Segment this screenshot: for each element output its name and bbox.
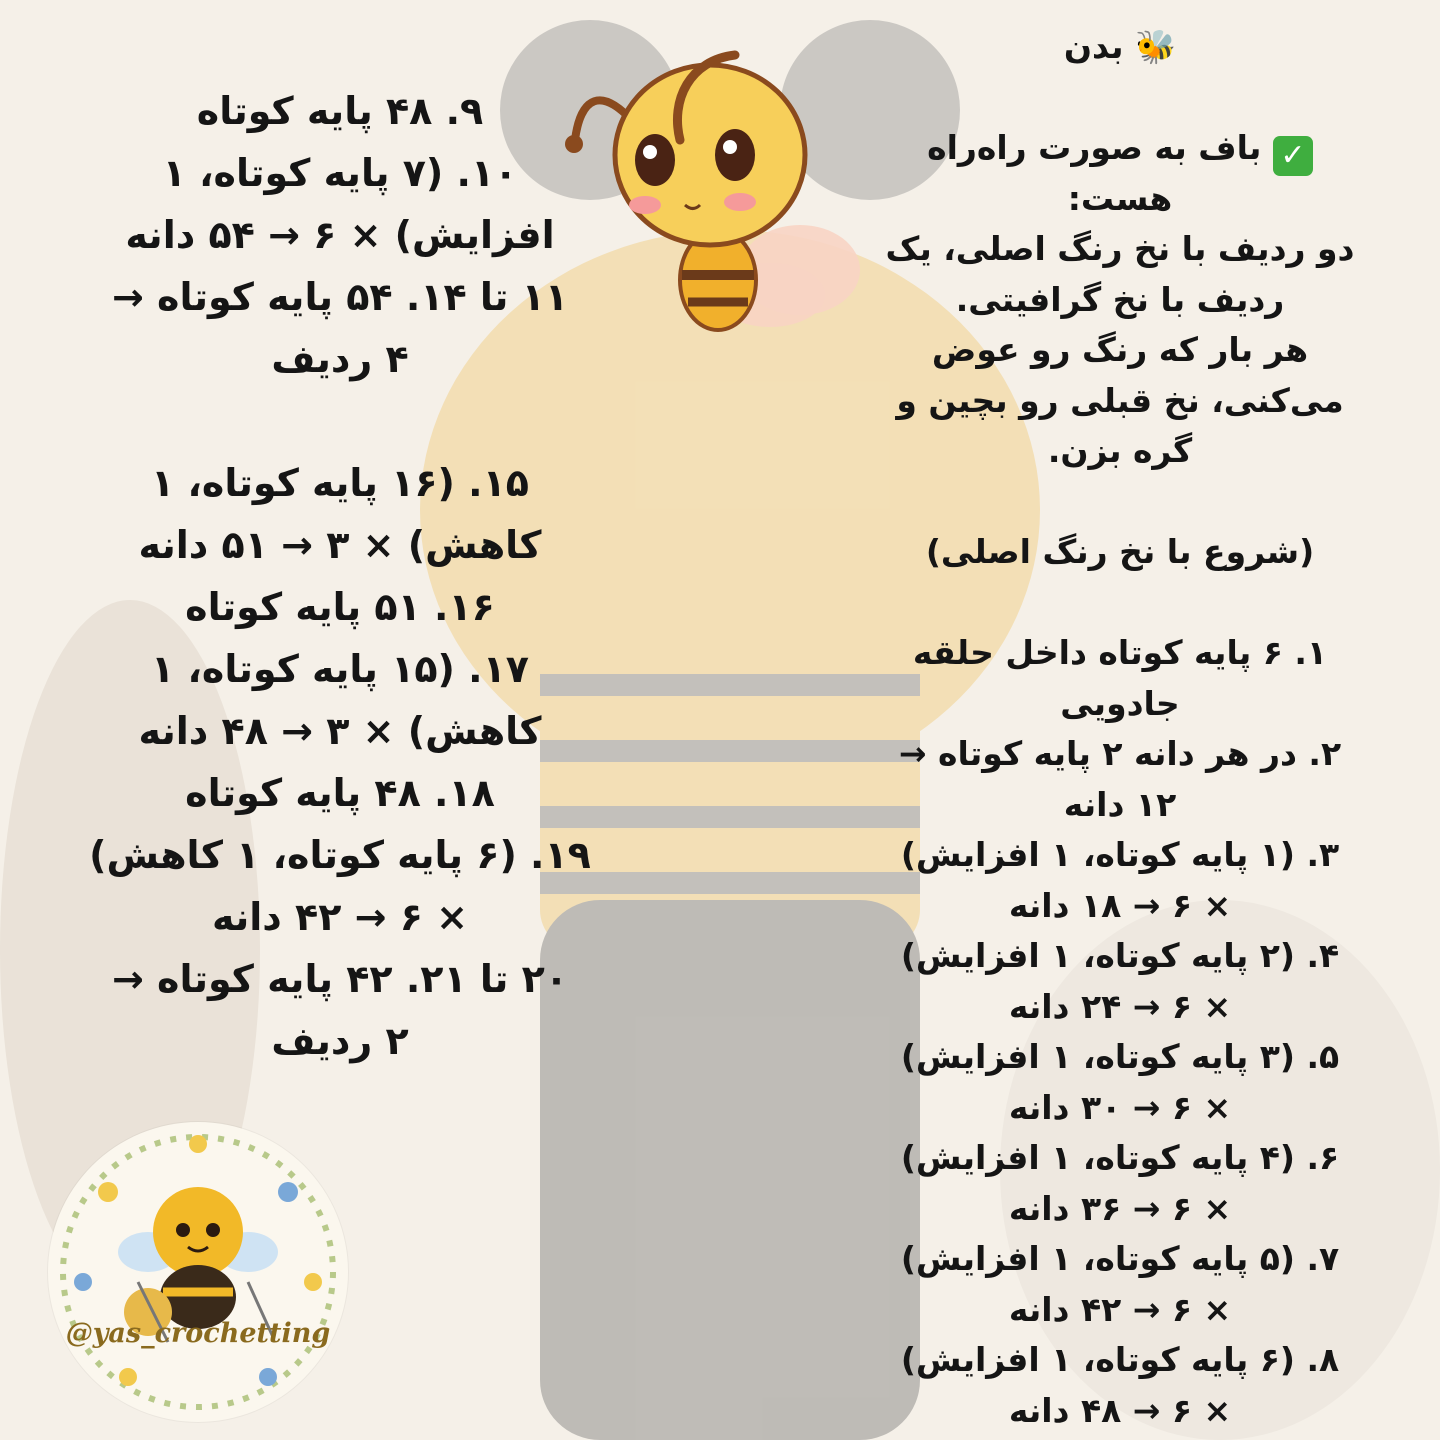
spacer xyxy=(860,73,1380,124)
instruction-line: ۴ ردیف xyxy=(271,337,409,381)
instruction-line: ۱۹. (۶ پایه کوتاه، ۱ کاهش) xyxy=(89,833,591,877)
note-line: هست: xyxy=(1067,178,1173,218)
spacer xyxy=(860,477,1380,528)
instruction-line: ۱۸. ۴۸ پایه کوتاه xyxy=(185,771,495,815)
step-line: × ۶ → ۴۲ دانه xyxy=(1008,1289,1232,1329)
note-line: ردیف با نخ گرافیتی. xyxy=(955,279,1285,319)
step-line: × ۶ → ۲۴ دانه xyxy=(1008,986,1232,1026)
instruction-line: کاهش) × ۳ → ۴۸ دانه xyxy=(138,709,542,753)
bee-emoji-icon: 🐝 xyxy=(1135,27,1177,66)
spacer xyxy=(860,578,1380,629)
instruction-line: ۱۵. (۱۶ پایه کوتاه، ۱ xyxy=(151,461,529,505)
note-line: گره بزن. xyxy=(1047,431,1193,470)
note-line xyxy=(860,123,1380,174)
note-line: می‌کنی، نخ قبلی رو بچین و xyxy=(896,380,1344,420)
step-line: × ۶ → ۴۸ دانه xyxy=(1008,1390,1232,1430)
step-line: ۳. (۱ پایه کوتاه، ۱ افزایش) xyxy=(900,835,1340,874)
bee-logo-icon xyxy=(48,1122,348,1422)
instruction-line: ۹. ۴۸ پایه کوتاه xyxy=(196,89,484,133)
step-line: ۴. (۲ پایه کوتاه، ۱ افزایش) xyxy=(900,936,1340,975)
step-line: × ۶ → ۳۰ دانه xyxy=(1008,1087,1232,1127)
brand-logo xyxy=(48,1122,348,1422)
instruction-line: افزایش) × ۶ → ۵۴ دانه xyxy=(125,213,555,257)
instruction-line: ۱۰. (۷ پایه کوتاه، ۱ xyxy=(162,151,518,195)
note-text: باف به صورت راه‌راه xyxy=(927,128,1262,167)
instruction-line: × ۶ → ۴۲ دانه xyxy=(211,895,469,939)
note-line: هر بار که رنگ رو عوض xyxy=(931,330,1309,369)
spacer xyxy=(80,390,600,452)
step-line: × ۶ → ۱۸ دانه xyxy=(1008,885,1232,925)
step-line: ۶. (۴ پایه کوتاه، ۱ افزایش) xyxy=(900,1138,1340,1177)
start-note: (شروع با نخ رنگ اصلی) xyxy=(925,532,1315,571)
brand-handle: @yas_crochetting xyxy=(65,1318,331,1349)
instruction-line: کاهش) × ۳ → ۵۱ دانه xyxy=(138,523,542,567)
step-line: ۵. (۳ پایه کوتاه، ۱ افزایش) xyxy=(900,1037,1340,1076)
right-instructions xyxy=(860,22,1380,1436)
note-line: دو ردیف با نخ رنگ اصلی، یک xyxy=(885,229,1355,268)
check-mark-icon: ✓ xyxy=(1273,136,1313,176)
step-line: جادویی xyxy=(1060,683,1180,723)
instruction-line: ۱۶. ۵۱ پایه کوتاه xyxy=(185,585,495,629)
step-line: ۲. در هر دانه ۲ پایه کوتاه → xyxy=(898,734,1342,773)
section-title xyxy=(860,22,1380,73)
instruction-line: ۱۷. (۱۵ پایه کوتاه، ۱ xyxy=(151,647,529,691)
step-line: ۷. (۵ پایه کوتاه، ۱ افزایش) xyxy=(900,1239,1340,1278)
left-instructions xyxy=(80,80,600,1072)
instruction-line: ۲۰ تا ۲۱. ۴۲ پایه کوتاه → xyxy=(111,957,569,1001)
cartoon-bee-icon xyxy=(560,40,870,340)
step-line: ۱. ۶ پایه کوتاه داخل حلقه xyxy=(912,633,1328,672)
step-line: ۱۲ دانه xyxy=(1063,784,1177,824)
step-line: ۸. (۶ پایه کوتاه، ۱ افزایش) xyxy=(900,1340,1340,1379)
section-title-text: بدن xyxy=(1063,27,1124,66)
instruction-line: ۲ ردیف xyxy=(271,1019,409,1063)
instruction-line: ۱۱ تا ۱۴. ۵۴ پایه کوتاه → xyxy=(111,275,569,319)
step-line: × ۶ → ۳۶ دانه xyxy=(1008,1188,1232,1228)
